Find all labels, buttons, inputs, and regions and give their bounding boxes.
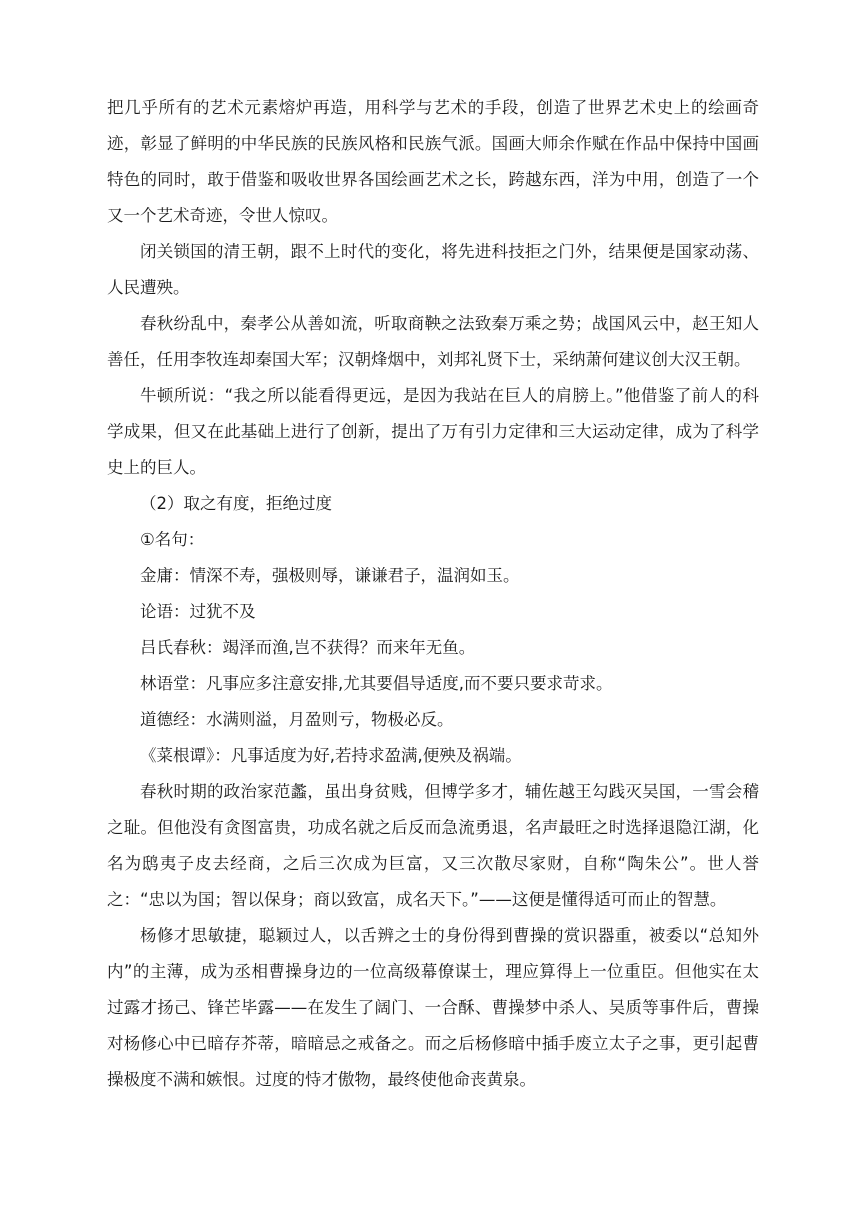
paragraph-1: 把几乎所有的艺术元素熔炉再造，用科学与艺术的手段，创造了世界艺术史上的绘画奇迹，彰显了鲜明的中华民族的民族风格和民族气派。国画大师余作赋在作品中保持中国画特色的同时，敢于借鉴和吸收世界各国绘画艺术之长，跨越东西，洋为中用，创造了一个又一个艺术奇迹，令世人惊叹。 (107, 98, 759, 225)
paragraph-4: 牛顿所说：“我之所以能看得更远，是因为我站在巨人的肩膀上。”他借鉴了前人的科学成果，但又在此基础上进行了创新，提出了万有引力定律和三大运动定律，成为了科学史上的巨人。 (107, 386, 759, 477)
quote-lunyu: 论语：过犹不及 (140, 602, 256, 621)
quotes-heading: ①名句： (140, 530, 205, 549)
quote-daodejing: 道德经：水满则溢，月盈则亏，物极必反。 (140, 710, 454, 729)
document-body (107, 90, 759, 1098)
quote-lushi-chunqiu: 吕氏春秋：竭泽而渔,岂不获得？而来年无鱼。 (140, 638, 476, 657)
quote-linyutang: 林语堂：凡事应多注意安排,尤其要倡导适度,而不要只要求苛求。 (140, 674, 613, 693)
paragraph-yangxiu: 杨修才思敏捷，聪颖过人，以舌辨之士的身份得到曹操的赏识器重，被委以“总知外内”的主薄，成为丞相曹操身边的一位高级幕僚谋士，理应算得上一位重臣。但他实在太过露才扬己、锋芒毕露——在发生了阔门、一合酥、曹操梦中杀人、吴质等事件后，曹操对杨修心中已暗存芥蒂，暗暗忌之戒备之。而之后杨修暗中插手废立太子之事，更引起曹操极度不满和嫉恨。过度的恃才傲物，最终使他命丧黄泉。 (107, 926, 759, 1089)
quote-jinyong: 金庸：情深不寿，强极则辱，谦谦君子，温润如玉。 (140, 566, 520, 585)
paragraph-3: 春秋纷乱中，秦孝公从善如流，听取商鞅之法致秦万乘之势；战国风云中，赵王知人善任，任用李牧连却秦国大军；汉朝烽烟中，刘邦礼贤下士，采纳萧何建议创大汉王朝。 (107, 314, 759, 369)
paragraph-fanli: 春秋时期的政治家范蠡，虽出身贫贱，但博学多才，辅佐越王勾践灭吴国，一雪会稽之耻。但他没有贪图富贵，功成名就之后反而急流勇退，名声最旺之时选择退隐江湖，化名为鸱夷子皮去经商，之后三次成为巨富，又三次散尽家财，自称“陶朱公”。世人誉之：“忠以为国；智以保身；商以致富，成名天下。”——这便是懂得适可而止的智慧。 (107, 782, 759, 909)
section-heading: （2）取之有度，拒绝过度 (140, 494, 332, 513)
quote-caigentan: 《菜根谭》：凡事适度为好,若持求盈满,便殃及祸端。 (140, 746, 522, 765)
paragraph-2: 闭关锁国的清王朝，跟不上时代的变化，将先进科技拒之门外，结果便是国家动荡、人民遭殃。 (107, 242, 759, 297)
